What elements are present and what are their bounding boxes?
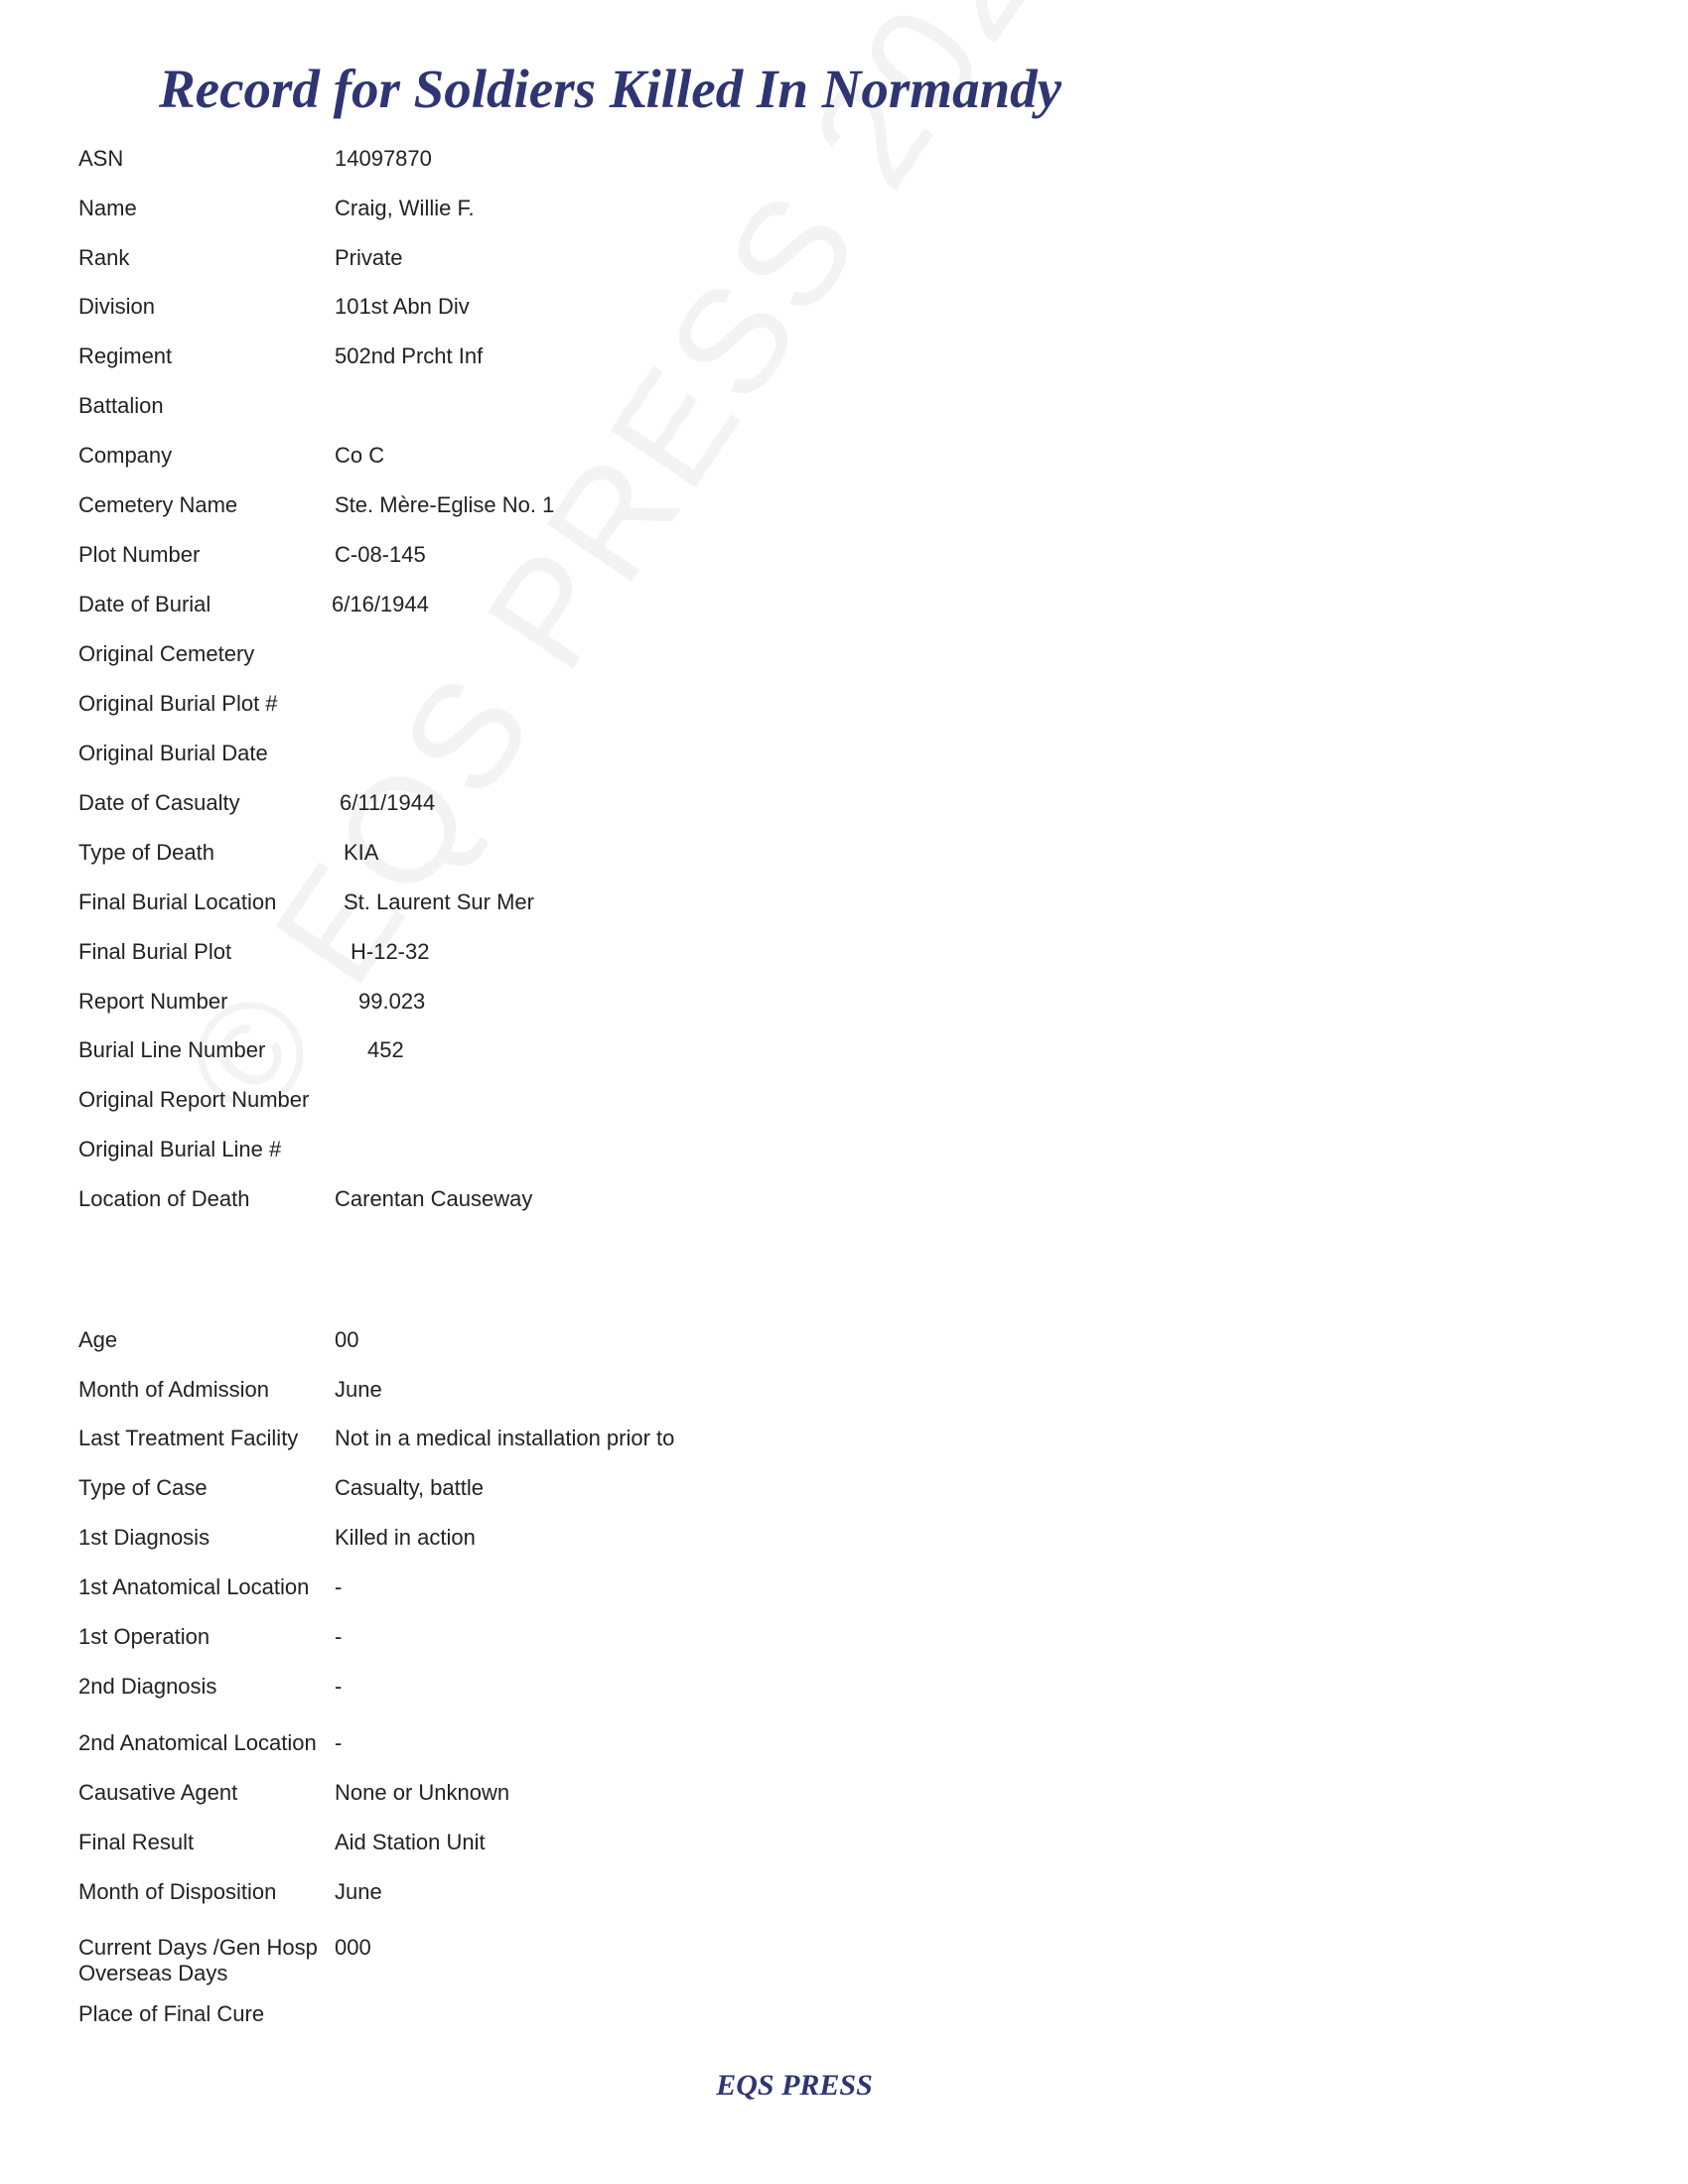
field-value: Not in a medical installation prior to xyxy=(335,1426,675,1450)
field-label: 1st Operation xyxy=(78,1624,211,1649)
field-value: 6/11/1944 xyxy=(340,790,436,815)
field-value: 6/16/1944 xyxy=(332,592,429,616)
field-label: 1st Diagnosis xyxy=(78,1525,211,1550)
field-value: 502nd Prcht Inf xyxy=(335,343,484,368)
field-label: Last Treatment Facility xyxy=(78,1426,299,1450)
field-value: Casualty, battle xyxy=(335,1475,485,1500)
field-label: Location of Death xyxy=(78,1186,250,1211)
field-label: Place of Final Cure xyxy=(78,2001,265,2026)
field-label: Original Burial Date xyxy=(78,741,268,765)
field-value: 99.023 xyxy=(358,989,426,1014)
field-label: Plot Number xyxy=(78,542,201,567)
field-value: St. Laurent Sur Mer xyxy=(344,889,534,914)
field-label: Burial Line Number xyxy=(78,1037,266,1062)
field-label: Name xyxy=(78,196,137,220)
field-label: Date of Casualty xyxy=(78,790,240,815)
field-label: Report Number xyxy=(78,989,228,1014)
field-value: Private xyxy=(335,245,403,270)
field-label: Causative Agent xyxy=(78,1780,238,1805)
field-value: None or Unknown xyxy=(335,1780,510,1805)
field-label: 2nd Anatomical Location xyxy=(78,1730,317,1755)
field-label: Original Burial Plot # xyxy=(78,691,278,716)
field-label: Overseas Days xyxy=(78,1961,228,1985)
field-label: Cemetery Name xyxy=(78,492,238,517)
field-label: Battalion xyxy=(78,393,164,418)
field-label: Final Result xyxy=(78,1830,195,1854)
field-value: 00 xyxy=(335,1327,359,1352)
field-value: Craig, Willie F. xyxy=(335,196,475,220)
field-value: 000 xyxy=(335,1935,371,1960)
field-value: Carentan Causeway xyxy=(335,1186,533,1211)
field-value: KIA xyxy=(344,840,379,865)
field-value: - xyxy=(335,1574,343,1599)
field-label: Final Burial Location xyxy=(78,889,277,914)
field-label: Original Cemetery xyxy=(78,641,255,666)
copyright-watermark xyxy=(149,0,1119,1149)
field-label: Original Burial Line # xyxy=(78,1137,282,1161)
field-label: Division xyxy=(78,294,156,319)
field-label: ASN xyxy=(78,146,124,171)
field-value: Co C xyxy=(335,443,385,468)
field-label: Type of Case xyxy=(78,1475,208,1500)
field-value: 452 xyxy=(367,1037,404,1062)
field-value: June xyxy=(335,1879,382,1904)
field-value: Killed in action xyxy=(335,1525,476,1550)
field-label: 2nd Diagnosis xyxy=(78,1674,217,1699)
field-value: H-12-32 xyxy=(351,939,430,964)
field-label: Final Burial Plot xyxy=(78,939,232,964)
footer-publisher: EQS PRESS xyxy=(716,2069,873,2102)
field-label: Original Report Number xyxy=(78,1087,310,1112)
field-label: 1st Anatomical Location xyxy=(78,1574,310,1599)
field-label: Type of Death xyxy=(78,840,214,865)
field-value: - xyxy=(335,1730,343,1755)
field-value: 14097870 xyxy=(335,146,432,171)
field-value: - xyxy=(335,1624,343,1649)
field-label: Age xyxy=(78,1327,118,1352)
field-label: Month of Admission xyxy=(78,1377,269,1402)
field-value: Ste. Mère-Eglise No. 1 xyxy=(335,492,555,517)
field-label: Month of Disposition xyxy=(78,1879,277,1904)
field-value: Aid Station Unit xyxy=(335,1830,486,1854)
field-value: 101st Abn Div xyxy=(335,294,470,319)
field-value: June xyxy=(335,1377,382,1402)
field-label: Rank xyxy=(78,245,130,270)
field-label: Current Days /Gen Hosp xyxy=(78,1935,318,1960)
field-label: Company xyxy=(78,443,173,468)
page-title: Record for Soldiers Killed In Normandy xyxy=(159,59,1062,119)
field-value: C-08-145 xyxy=(335,542,426,567)
field-label: Date of Burial xyxy=(78,592,211,616)
field-value: - xyxy=(335,1674,343,1699)
field-label: Regiment xyxy=(78,343,173,368)
